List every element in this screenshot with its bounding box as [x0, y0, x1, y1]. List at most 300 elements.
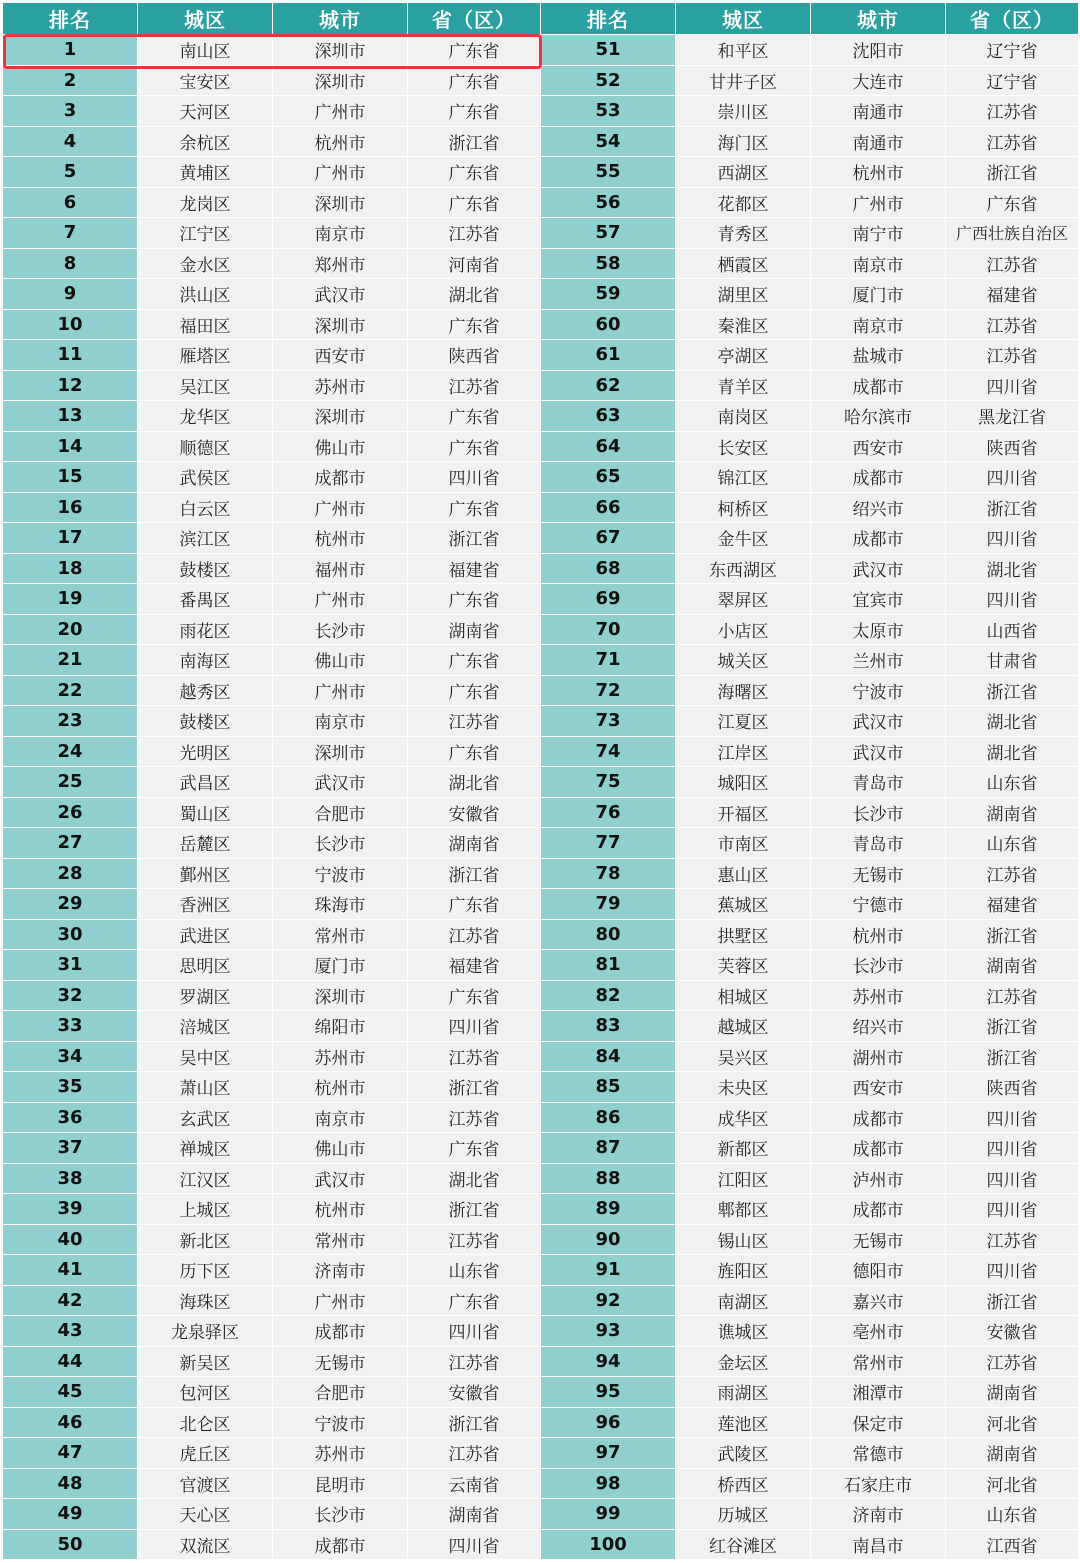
city-cell: 长沙市: [273, 615, 407, 645]
city-cell: 广州市: [273, 96, 407, 126]
table-row: [3, 1225, 540, 1255]
rank-cell: 87: [541, 1133, 675, 1163]
province-cell: 云南省: [408, 1469, 540, 1499]
rank-cell: 8: [3, 249, 137, 279]
table-row: [541, 615, 1078, 645]
header-city: 城市: [273, 3, 407, 34]
rank-cell: 82: [541, 981, 675, 1011]
rank-cell: 12: [3, 371, 137, 401]
city-cell: 大连市: [811, 66, 945, 96]
province-cell: 广东省: [408, 66, 540, 96]
city-cell: 太原市: [811, 615, 945, 645]
district-cell: 蜀山区: [138, 798, 272, 828]
city-cell: 深圳市: [273, 310, 407, 340]
city-cell: 绵阳市: [273, 1011, 407, 1041]
province-cell: 广东省: [408, 584, 540, 614]
province-cell: 江苏省: [946, 859, 1078, 889]
city-cell: 青岛市: [811, 767, 945, 797]
district-cell: 余杭区: [138, 127, 272, 157]
rank-cell: 19: [3, 584, 137, 614]
city-cell: 深圳市: [273, 401, 407, 431]
province-cell: 广东省: [408, 188, 540, 218]
city-cell: 成都市: [811, 1133, 945, 1163]
city-cell: 广州市: [811, 188, 945, 218]
district-cell: 玄武区: [138, 1103, 272, 1133]
province-cell: 江苏省: [408, 1347, 540, 1377]
table-row: [541, 462, 1078, 492]
table-row: [541, 310, 1078, 340]
header-row: [541, 3, 1078, 34]
table-row: [3, 1469, 540, 1499]
city-cell: 苏州市: [273, 1042, 407, 1072]
district-cell: 新都区: [676, 1133, 810, 1163]
province-cell: 四川省: [946, 1194, 1078, 1224]
province-cell: 江苏省: [408, 920, 540, 950]
table-row: [3, 157, 540, 187]
district-cell: 城阳区: [676, 767, 810, 797]
table-row: [3, 493, 540, 523]
city-cell: 宜宾市: [811, 584, 945, 614]
city-cell: 绍兴市: [811, 493, 945, 523]
table-row: [3, 676, 540, 706]
province-cell: 浙江省: [946, 920, 1078, 950]
table-row: [3, 828, 540, 858]
table-row: [3, 645, 540, 675]
district-cell: 金坛区: [676, 1347, 810, 1377]
district-cell: 小店区: [676, 615, 810, 645]
city-cell: 武汉市: [273, 1164, 407, 1194]
rank-cell: 53: [541, 96, 675, 126]
city-cell: 苏州市: [273, 371, 407, 401]
province-cell: 辽宁省: [946, 66, 1078, 96]
table-row: [541, 249, 1078, 279]
city-cell: 成都市: [273, 1530, 407, 1560]
city-cell: 西安市: [811, 1072, 945, 1102]
rank-cell: 79: [541, 889, 675, 919]
rank-cell: 39: [3, 1194, 137, 1224]
rank-cell: 85: [541, 1072, 675, 1102]
province-cell: 湖北省: [408, 767, 540, 797]
province-cell: 四川省: [946, 1103, 1078, 1133]
district-cell: 南山区: [138, 35, 272, 65]
province-cell: 福建省: [946, 279, 1078, 309]
district-cell: 锦江区: [676, 462, 810, 492]
city-cell: 湖州市: [811, 1042, 945, 1072]
rank-cell: 60: [541, 310, 675, 340]
table-row: [541, 1072, 1078, 1102]
district-cell: 罗湖区: [138, 981, 272, 1011]
district-cell: 鼓楼区: [138, 706, 272, 736]
city-cell: 长沙市: [273, 1499, 407, 1529]
province-cell: 广西壮族自治区: [946, 218, 1078, 248]
city-cell: 深圳市: [273, 737, 407, 767]
rank-cell: 30: [3, 920, 137, 950]
district-cell: 双流区: [138, 1530, 272, 1560]
province-cell: 河南省: [408, 249, 540, 279]
province-cell: 河北省: [946, 1408, 1078, 1438]
district-cell: 越秀区: [138, 676, 272, 706]
city-cell: 无锡市: [273, 1347, 407, 1377]
table-row: [541, 493, 1078, 523]
province-cell: 江苏省: [946, 1347, 1078, 1377]
district-cell: 洪山区: [138, 279, 272, 309]
rank-cell: 34: [3, 1042, 137, 1072]
table-row: [541, 1499, 1078, 1529]
district-cell: 包河区: [138, 1377, 272, 1407]
rank-cell: 75: [541, 767, 675, 797]
district-cell: 柯桥区: [676, 493, 810, 523]
city-cell: 宁波市: [273, 859, 407, 889]
district-cell: 涪城区: [138, 1011, 272, 1041]
rank-cell: 64: [541, 432, 675, 462]
table-row: [3, 1347, 540, 1377]
table-row: [3, 767, 540, 797]
province-cell: 四川省: [408, 462, 540, 492]
rank-cell: 89: [541, 1194, 675, 1224]
district-cell: 番禺区: [138, 584, 272, 614]
district-cell: 历城区: [676, 1499, 810, 1529]
rank-cell: 24: [3, 737, 137, 767]
province-cell: 江苏省: [946, 96, 1078, 126]
rank-cell: 16: [3, 493, 137, 523]
rank-cell: 81: [541, 950, 675, 980]
province-cell: 湖北省: [408, 279, 540, 309]
rank-cell: 50: [3, 1530, 137, 1560]
city-cell: 广州市: [273, 676, 407, 706]
rank-cell: 28: [3, 859, 137, 889]
city-cell: 成都市: [811, 371, 945, 401]
district-cell: 武昌区: [138, 767, 272, 797]
city-cell: 济南市: [811, 1499, 945, 1529]
district-cell: 市南区: [676, 828, 810, 858]
city-cell: 宁波市: [273, 1408, 407, 1438]
rank-cell: 37: [3, 1133, 137, 1163]
rank-cell: 7: [3, 218, 137, 248]
rank-cell: 78: [541, 859, 675, 889]
city-cell: 武汉市: [273, 279, 407, 309]
table-row: [3, 1042, 540, 1072]
rank-cell: 70: [541, 615, 675, 645]
district-cell: 崇川区: [676, 96, 810, 126]
table-row: [3, 127, 540, 157]
table-row: [3, 859, 540, 889]
city-cell: 武汉市: [273, 767, 407, 797]
city-cell: 长沙市: [811, 798, 945, 828]
rank-cell: 25: [3, 767, 137, 797]
district-cell: 历下区: [138, 1255, 272, 1285]
table-row: [3, 1103, 540, 1133]
city-cell: 杭州市: [811, 920, 945, 950]
city-cell: 南京市: [811, 249, 945, 279]
rank-cell: 88: [541, 1164, 675, 1194]
city-cell: 深圳市: [273, 35, 407, 65]
province-cell: 浙江省: [946, 493, 1078, 523]
district-cell: 蕉城区: [676, 889, 810, 919]
rank-cell: 46: [3, 1408, 137, 1438]
table-row: [3, 554, 540, 584]
table-row: [541, 1408, 1078, 1438]
district-cell: 岳麓区: [138, 828, 272, 858]
district-cell: 西湖区: [676, 157, 810, 187]
rank-cell: 52: [541, 66, 675, 96]
table-row: [541, 279, 1078, 309]
province-cell: 湖南省: [946, 798, 1078, 828]
table-row: [541, 1347, 1078, 1377]
district-cell: 黄埔区: [138, 157, 272, 187]
rank-cell: 90: [541, 1225, 675, 1255]
district-cell: 海门区: [676, 127, 810, 157]
province-cell: 浙江省: [946, 1011, 1078, 1041]
province-cell: 浙江省: [408, 1408, 540, 1438]
province-cell: 浙江省: [946, 1042, 1078, 1072]
district-cell: 海珠区: [138, 1286, 272, 1316]
rank-cell: 47: [3, 1438, 137, 1468]
province-cell: 四川省: [946, 462, 1078, 492]
district-cell: 新吴区: [138, 1347, 272, 1377]
province-cell: 广东省: [408, 981, 540, 1011]
rank-cell: 22: [3, 676, 137, 706]
rank-cell: 58: [541, 249, 675, 279]
city-cell: 成都市: [811, 462, 945, 492]
province-cell: 安徽省: [408, 798, 540, 828]
table-row: [541, 1011, 1078, 1041]
rank-cell: 1: [3, 35, 137, 65]
table-row: [3, 249, 540, 279]
table-row: [541, 1042, 1078, 1072]
rank-cell: 9: [3, 279, 137, 309]
district-cell: 鼓楼区: [138, 554, 272, 584]
city-cell: 佛山市: [273, 1133, 407, 1163]
district-cell: 栖霞区: [676, 249, 810, 279]
district-cell: 相城区: [676, 981, 810, 1011]
city-cell: 绍兴市: [811, 1011, 945, 1041]
district-cell: 东西湖区: [676, 554, 810, 584]
province-cell: 四川省: [946, 371, 1078, 401]
province-cell: 浙江省: [408, 859, 540, 889]
district-cell: 江宁区: [138, 218, 272, 248]
city-cell: 长沙市: [273, 828, 407, 858]
district-cell: 禅城区: [138, 1133, 272, 1163]
table-row: [3, 1316, 540, 1346]
district-cell: 花都区: [676, 188, 810, 218]
district-cell: 亭湖区: [676, 340, 810, 370]
rank-cell: 74: [541, 737, 675, 767]
rank-cell: 51: [541, 35, 675, 65]
rank-cell: 42: [3, 1286, 137, 1316]
province-cell: 山东省: [946, 1499, 1078, 1529]
city-cell: 宁波市: [811, 676, 945, 706]
province-cell: 陕西省: [946, 1072, 1078, 1102]
table-row: [541, 1316, 1078, 1346]
district-cell: 秦淮区: [676, 310, 810, 340]
province-cell: 广东省: [946, 188, 1078, 218]
province-cell: 江苏省: [946, 981, 1078, 1011]
district-cell: 南湖区: [676, 1286, 810, 1316]
city-cell: 成都市: [811, 523, 945, 553]
province-cell: 陕西省: [946, 432, 1078, 462]
city-cell: 兰州市: [811, 645, 945, 675]
city-cell: 武汉市: [811, 554, 945, 584]
rank-cell: 31: [3, 950, 137, 980]
table-row: [3, 1255, 540, 1285]
city-cell: 深圳市: [273, 66, 407, 96]
province-cell: 广东省: [408, 35, 540, 65]
province-cell: 广东省: [408, 96, 540, 126]
province-cell: 山东省: [408, 1255, 540, 1285]
table-row: [541, 584, 1078, 614]
table-row: [541, 920, 1078, 950]
province-cell: 湖南省: [946, 1377, 1078, 1407]
province-cell: 浙江省: [946, 157, 1078, 187]
district-cell: 宝安区: [138, 66, 272, 96]
district-cell: 开福区: [676, 798, 810, 828]
table-row: [541, 1103, 1078, 1133]
province-cell: 江苏省: [408, 1042, 540, 1072]
table-row: [541, 1133, 1078, 1163]
district-cell: 未央区: [676, 1072, 810, 1102]
header-rank: 排名: [541, 3, 675, 34]
rank-cell: 91: [541, 1255, 675, 1285]
city-cell: 宁德市: [811, 889, 945, 919]
city-cell: 亳州市: [811, 1316, 945, 1346]
rank-cell: 21: [3, 645, 137, 675]
table-row: [3, 1530, 540, 1560]
rank-cell: 4: [3, 127, 137, 157]
city-cell: 武汉市: [811, 737, 945, 767]
province-cell: 湖南省: [408, 828, 540, 858]
city-cell: 佛山市: [273, 645, 407, 675]
table-row: [3, 1408, 540, 1438]
city-cell: 杭州市: [273, 523, 407, 553]
table-row: [541, 401, 1078, 431]
rank-cell: 71: [541, 645, 675, 675]
province-cell: 江苏省: [408, 371, 540, 401]
city-cell: 成都市: [273, 462, 407, 492]
province-cell: 黑龙江省: [946, 401, 1078, 431]
city-cell: 无锡市: [811, 859, 945, 889]
rank-cell: 73: [541, 706, 675, 736]
province-cell: 四川省: [408, 1316, 540, 1346]
city-cell: 哈尔滨市: [811, 401, 945, 431]
district-cell: 城关区: [676, 645, 810, 675]
district-cell: 顺德区: [138, 432, 272, 462]
header-district: 城区: [138, 3, 272, 34]
province-cell: 湖北省: [946, 737, 1078, 767]
city-cell: 青岛市: [811, 828, 945, 858]
district-cell: 白云区: [138, 493, 272, 523]
rank-cell: 36: [3, 1103, 137, 1133]
city-cell: 南京市: [811, 310, 945, 340]
city-cell: 泸州市: [811, 1164, 945, 1194]
city-cell: 南京市: [273, 1103, 407, 1133]
district-cell: 青秀区: [676, 218, 810, 248]
table-row: [541, 767, 1078, 797]
table-row: [541, 1225, 1078, 1255]
province-cell: 山东省: [946, 828, 1078, 858]
province-cell: 山东省: [946, 767, 1078, 797]
district-cell: 旌阳区: [676, 1255, 810, 1285]
district-cell: 武陵区: [676, 1438, 810, 1468]
city-cell: 常州市: [811, 1347, 945, 1377]
table-row: [541, 554, 1078, 584]
district-cell: 江阳区: [676, 1164, 810, 1194]
table-row: [541, 859, 1078, 889]
rank-cell: 45: [3, 1377, 137, 1407]
table-row: [541, 981, 1078, 1011]
city-cell: 杭州市: [811, 157, 945, 187]
table-row: [541, 1255, 1078, 1285]
province-cell: 湖南省: [408, 1499, 540, 1529]
city-cell: 嘉兴市: [811, 1286, 945, 1316]
rank-cell: 27: [3, 828, 137, 858]
rank-cell: 56: [541, 188, 675, 218]
province-cell: 湖南省: [946, 1438, 1078, 1468]
province-cell: 浙江省: [946, 1286, 1078, 1316]
rank-cell: 61: [541, 340, 675, 370]
table-row: [3, 584, 540, 614]
rank-cell: 62: [541, 371, 675, 401]
table-row: [3, 1438, 540, 1468]
ranking-tables: [2, 2, 1078, 1561]
rank-cell: 98: [541, 1469, 675, 1499]
city-cell: 合肥市: [273, 798, 407, 828]
rank-cell: 76: [541, 798, 675, 828]
header-province: 省（区）: [946, 3, 1078, 34]
table-row: [3, 615, 540, 645]
city-cell: 广州市: [273, 1286, 407, 1316]
city-cell: 成都市: [811, 1194, 945, 1224]
table-row: [541, 127, 1078, 157]
district-cell: 南岗区: [676, 401, 810, 431]
province-cell: 广东省: [408, 493, 540, 523]
city-cell: 广州市: [273, 157, 407, 187]
district-cell: 天河区: [138, 96, 272, 126]
district-cell: 香洲区: [138, 889, 272, 919]
district-cell: 翠屏区: [676, 584, 810, 614]
province-cell: 四川省: [946, 1133, 1078, 1163]
province-cell: 湖北省: [946, 554, 1078, 584]
table-row: [3, 737, 540, 767]
table-row: [3, 889, 540, 919]
city-cell: 武汉市: [811, 706, 945, 736]
table-row: [3, 462, 540, 492]
table-row: [541, 737, 1078, 767]
rank-cell: 59: [541, 279, 675, 309]
district-cell: 青羊区: [676, 371, 810, 401]
province-cell: 四川省: [946, 1255, 1078, 1285]
rank-cell: 23: [3, 706, 137, 736]
rank-cell: 13: [3, 401, 137, 431]
table-row: [3, 96, 540, 126]
city-cell: 杭州市: [273, 127, 407, 157]
rank-cell: 17: [3, 523, 137, 553]
table-row: [541, 1164, 1078, 1194]
province-cell: 福建省: [946, 889, 1078, 919]
rank-cell: 15: [3, 462, 137, 492]
district-cell: 鄞州区: [138, 859, 272, 889]
district-cell: 上城区: [138, 1194, 272, 1224]
province-cell: 广东省: [408, 737, 540, 767]
city-cell: 杭州市: [273, 1072, 407, 1102]
district-cell: 江岸区: [676, 737, 810, 767]
province-cell: 江苏省: [946, 127, 1078, 157]
province-cell: 湖北省: [408, 1164, 540, 1194]
province-cell: 浙江省: [408, 523, 540, 553]
district-cell: 雨湖区: [676, 1377, 810, 1407]
city-cell: 常州市: [273, 1225, 407, 1255]
district-cell: 桥西区: [676, 1469, 810, 1499]
header-rank: 排名: [3, 3, 137, 34]
